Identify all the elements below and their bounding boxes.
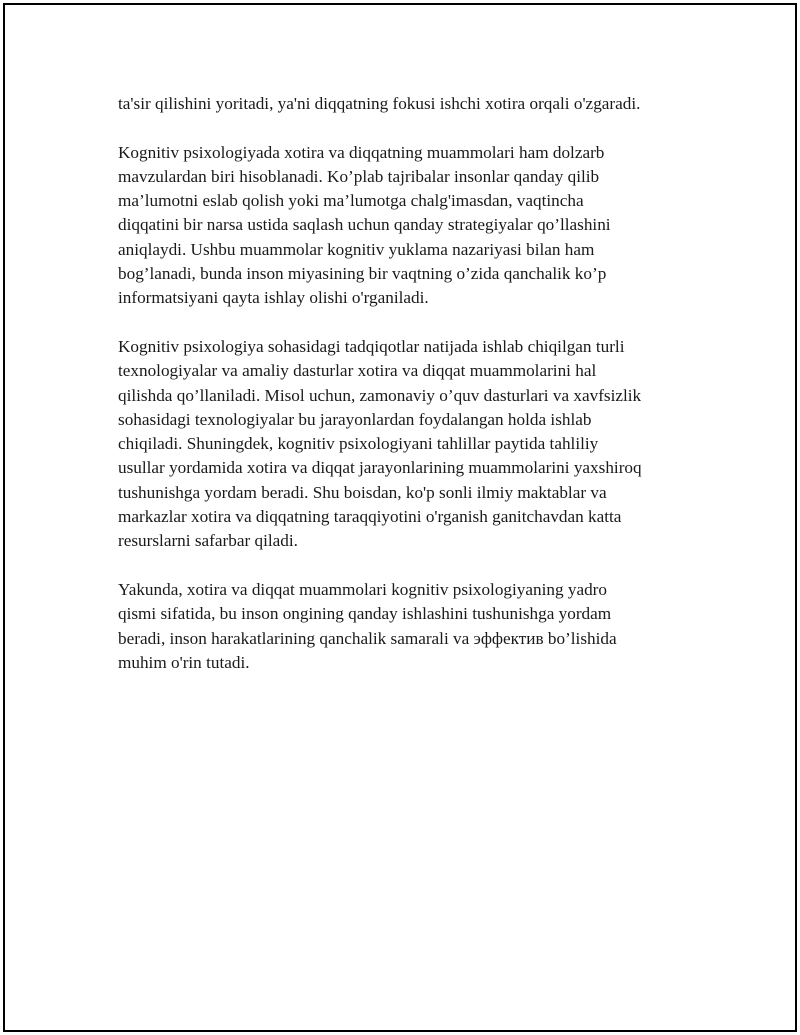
paragraph-2: Kognitiv psixologiyada xotira va diqqatning muammolari ham dolzarb mavzulardan biri hisoblanadi. Ko’plab tajribalar insonlar qanday qilib ma’lumotni eslab qolish yoki ma’lumotga chalg'imasdan, vaqtincha diqqatini bir narsa ustida saqlash uchun qanday strategiyalar qo’llashini aniqlaydi. Ushbu muammolar kognitiv yuklama nazariyasi bilan ham bog’lanadi, bunda inson miyasining bir vaqtning o’zida qanchalik ko’p informatsiyani qayta ishlay olishi o'rganiladi. — [118, 142, 611, 308]
paragraph-1: ta'sir qilishini yoritadi, ya'ni diqqatning fokusi ishchi xotira orqali o'zgaradi. — [118, 94, 641, 113]
document-body — [118, 92, 688, 699]
paragraph-4: Yakunda, xotira va diqqat muammolari kognitiv psixologiyaning yadro qismi sifatida, bu inson ongining qanday ishlashini tushunishga yordam beradi, inson harakatlarining qanchalik samarali va эффектив bo’lishida muhim o'rin tutadi. — [118, 579, 617, 672]
paragraph-3: Kognitiv psixologiya sohasidagi tadqiqotlar natijada ishlab chiqilgan turli texnologiyalar va amaliy dasturlar xotira va diqqat muammolarini hal qilishda qo’llaniladi. Misol uchun, zamonaviy o’quv dasturlari va xavfsizlik sohasidagi texnologiyalar bu jarayonlardan foydalangan holda ishlab chiqiladi. Shuningdek, kognitiv psixologiyani tahlillar paytida tahliliy usullar yordamida xotira va diqqat jarayonlarining muammolarini yaxshiroq tushunishga yordam beradi. Shu boisdan, ko'p sonli ilmiy maktablar va markazlar xotira va diqqatning taraqqiyotini o'rganish ganitchavdan katta resurslarni safarbar qiladi. — [118, 336, 642, 551]
